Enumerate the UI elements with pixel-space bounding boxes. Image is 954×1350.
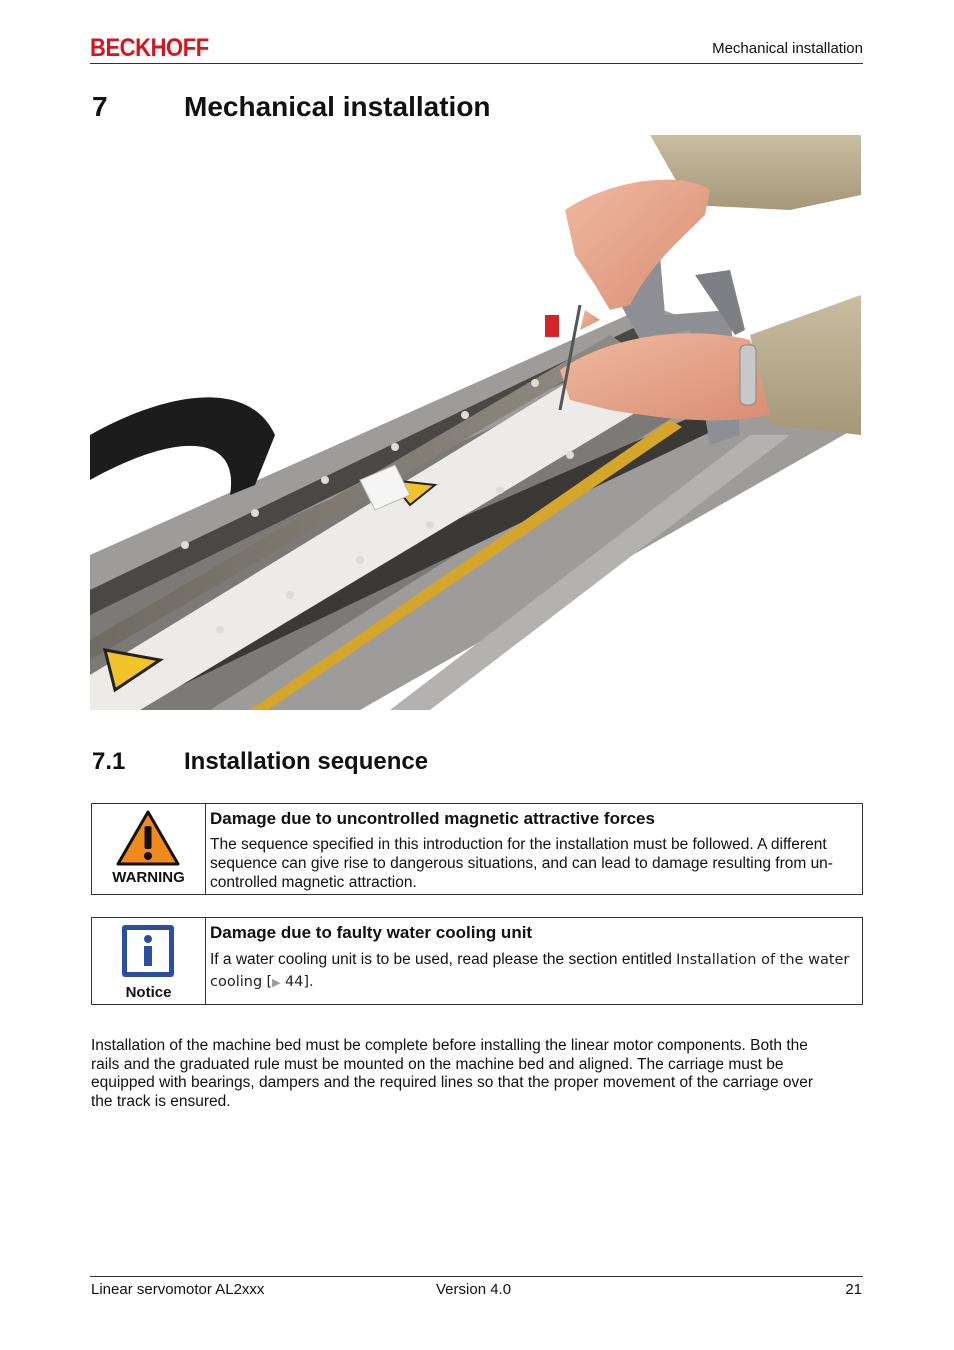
warning-text-line: The sequence specified in this introduction for the installation must be followed. A different	[210, 836, 827, 853]
chapter-title: Mechanical installation	[184, 91, 491, 122]
footer-product: Linear servomotor AL2xxx	[91, 1281, 265, 1298]
warning-box	[91, 803, 863, 895]
chapter-number: 7	[92, 91, 108, 122]
body-paragraph	[91, 1037, 851, 1111]
body-line: equipped with bearings, dampers and the required lines so that the proper movement of the carriage over	[91, 1074, 814, 1091]
page-ref-arrow-icon: ▶	[272, 977, 281, 989]
section-number: 7.1	[92, 748, 126, 775]
cross-reference-link[interactable]: Installation of the water	[676, 952, 850, 968]
footer-version: Version 4.0	[436, 1281, 512, 1298]
notice-label: Notice	[125, 984, 172, 1001]
warning-title: Damage due to uncontrolled magnetic attractive forces	[210, 809, 655, 828]
footer-page-number: 21	[845, 1281, 862, 1298]
cross-reference-link[interactable]: cooling	[210, 974, 263, 990]
section-title: Installation sequence	[184, 748, 429, 775]
warning-icon-cell	[92, 804, 206, 894]
body-line: rails and the graduated rule must be mounted on the machine bed and aligned. The carriage must be	[91, 1055, 784, 1073]
notice-icon-cell	[92, 918, 206, 1004]
footer-divider	[90, 1276, 863, 1277]
notice-text-line-2	[210, 971, 858, 994]
warning-text	[210, 835, 856, 892]
body-line: Installation of the machine bed must be complete before installing the linear motor components. Both the	[91, 1037, 808, 1054]
notice-text-line-1	[210, 949, 858, 971]
warning-triangle-icon	[116, 810, 180, 866]
warning-label: WARNING	[112, 869, 185, 886]
beckhoff-logo: BECKHOFF	[90, 34, 209, 62]
warning-text-line: controlled magnetic attraction.	[210, 874, 417, 891]
notice-text-prefix: If a water cooling unit is to be used, read please the section entitled	[210, 951, 672, 968]
installation-photo-illustration	[90, 135, 861, 710]
notice-title: Damage due to faulty water cooling unit	[210, 923, 533, 942]
info-icon	[120, 923, 176, 979]
notice-text	[210, 949, 858, 994]
body-line: the track is ensured.	[91, 1092, 231, 1110]
warning-text-line: sequence can give rise to dangerous situations, and can lead to damage resulting from un-	[210, 855, 833, 872]
header-section-title: Mechanical installation	[712, 40, 863, 57]
page-ref-number[interactable]: 44	[284, 974, 304, 990]
header-divider	[90, 63, 863, 64]
page-ref-open: [	[266, 974, 273, 990]
page-ref-close: ].	[303, 974, 314, 990]
installation-photo	[90, 135, 861, 710]
notice-box	[91, 917, 863, 1005]
